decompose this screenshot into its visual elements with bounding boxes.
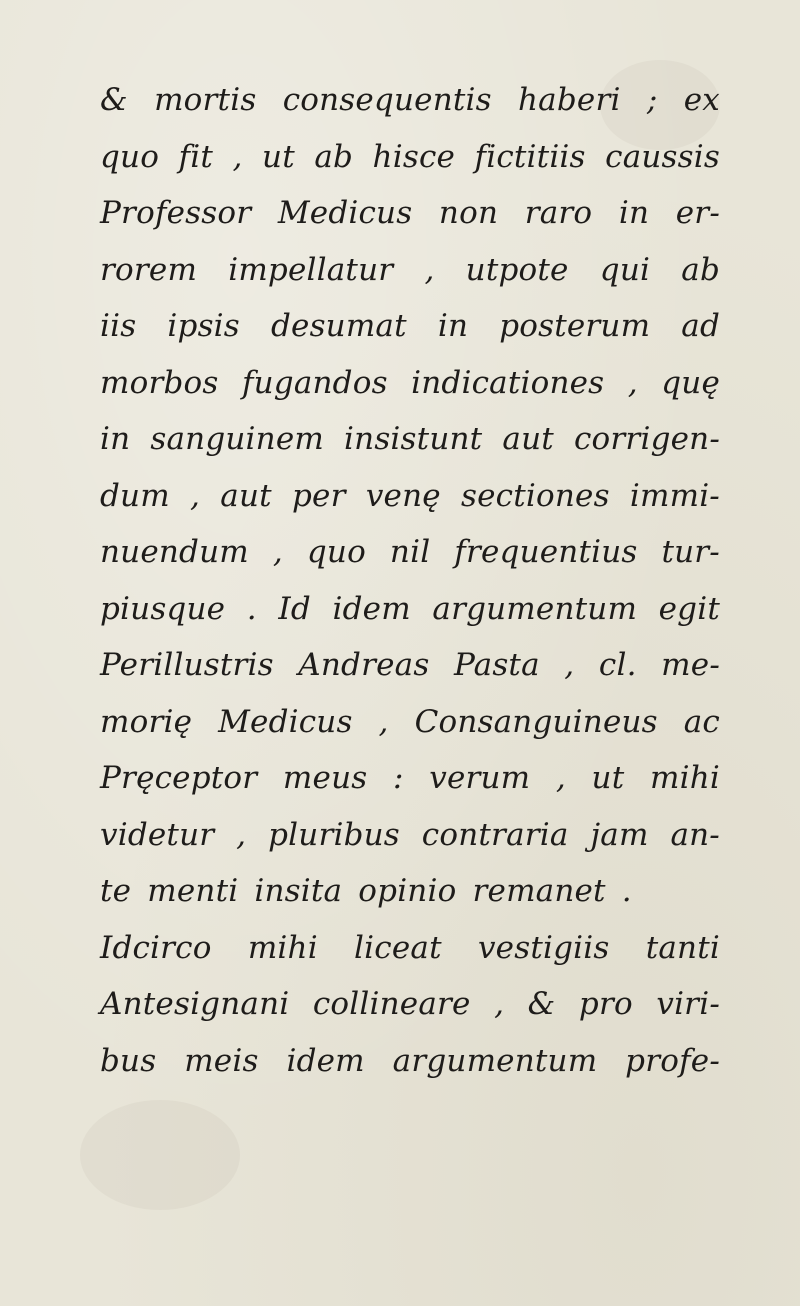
text-line: videtur , pluribus contraria jam an-: [100, 816, 720, 853]
text-line: Idcirco mihi liceat vestigiis tanti: [100, 929, 720, 966]
text-line: Professor Medicus non raro in er-: [100, 195, 720, 231]
text-line: dum , aut per venę sectiones immi-: [100, 477, 720, 514]
paper-stain: [80, 1100, 240, 1210]
text-line: rorem impellatur , utpote qui ab: [100, 251, 720, 288]
text-line: Pręceptor meus : verum , ut mihi: [100, 760, 720, 796]
text-line: in sanguinem insistunt aut corrigen-: [100, 421, 720, 457]
text-line: morię Medicus , Consanguineus ac: [100, 703, 720, 740]
text-line: iis ipsis desumat in posterum ad: [100, 308, 720, 344]
text-line: & mortis consequentis haberi ; ex: [100, 82, 720, 118]
text-line: piusque . Id idem argumentum egit: [100, 590, 720, 627]
text-line: morbos fugandos indicationes , quę: [100, 364, 720, 401]
text-block: [100, 72, 720, 1089]
text-line: te menti insita opinio remanet .: [100, 873, 632, 909]
text-line: Antesignani collineare , & pro viri-: [100, 986, 720, 1022]
text-line: quo fit , ut ab hisce fictitiis caussis: [100, 138, 720, 175]
text-line: Perillustris Andreas Pasta , cl. me-: [100, 647, 720, 683]
text-line: nuendum , quo nil frequentius tur-: [100, 534, 720, 570]
text-line: bus meis idem argumentum profe-: [100, 1042, 720, 1079]
